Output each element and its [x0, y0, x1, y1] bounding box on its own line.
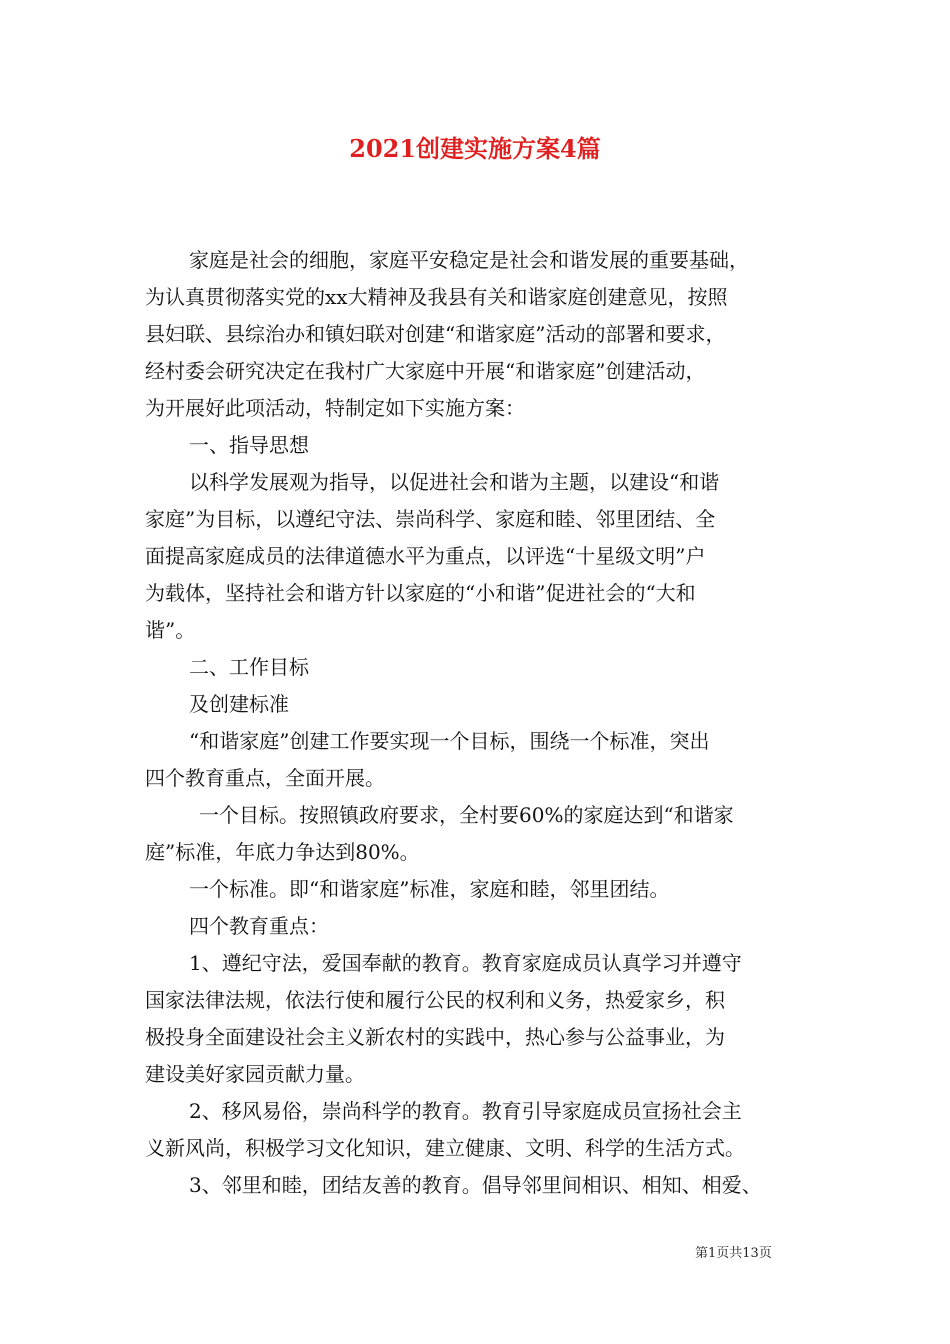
paragraph-line: 一个目标。按照镇政府要求，全村要60%的家庭达到“和谐家 [199, 803, 734, 827]
paragraph-line: 庭”标准，年底力争达到80%。 [145, 840, 420, 864]
document-title: 2021创建实施方案4篇 [349, 134, 601, 163]
paragraph-line: 以科学发展观为指导，以促进社会和谐为主题，以建设“和谐 [189, 470, 720, 494]
section-heading: 二、工作目标 [189, 655, 309, 679]
paragraph-line: 县妇联、县综治办和镇妇联对创建“和谐家庭”活动的部署和要求， [145, 322, 726, 346]
paragraph-line: 家庭是社会的细胞，家庭平安稳定是社会和谐发展的重要基础， [189, 248, 749, 272]
paragraph-line: 为载体，坚持社会和谐方针以家庭的“小和谐”促进社会的“大和 [145, 581, 696, 605]
section-heading: 及创建标准 [189, 692, 289, 716]
paragraph-line: 为开展好此项活动，特制定如下实施方案： [145, 396, 525, 420]
paragraph-line: 极投身全面建设社会主义新农村的实践中，热心参与公益事业，为 [145, 1025, 725, 1049]
paragraph-line: “和谐家庭”创建工作要实现一个目标，围绕一个标准，突出 [189, 729, 710, 753]
paragraph-line: 2、移风易俗，崇尚科学的教育。教育引导家庭成员宣扬社会主 [189, 1099, 742, 1123]
page-number: 第1页共13页 [695, 1246, 772, 1261]
paragraph-line: 四个教育重点，全面开展。 [145, 766, 385, 790]
document-body [145, 242, 825, 1204]
paragraph-line: 3、邻里和睦，团结友善的教育。倡导邻里间相识、相知、相爱、 [189, 1173, 762, 1197]
paragraph-line: 1、遵纪守法，爱国奉献的教育。教育家庭成员认真学习并遵守 [189, 951, 742, 975]
paragraph-line: 为认真贯彻落实党的xx大精神及我县有关和谐家庭创建意见，按照 [145, 285, 728, 309]
paragraph-line: 一个标准。即“和谐家庭”标准，家庭和睦，邻里团结。 [189, 877, 670, 901]
paragraph-line: 四个教育重点： [189, 914, 329, 938]
section-heading: 一、指导思想 [189, 433, 309, 457]
paragraph-line: 建设美好家园贡献力量。 [145, 1062, 365, 1086]
paragraph-line: 家庭”为目标，以遵纪守法、崇尚科学、家庭和睦、邻里团结、全 [145, 507, 716, 531]
paragraph-line: 国家法律法规，依法行使和履行公民的权利和义务，热爱家乡，积 [145, 988, 725, 1012]
paragraph-line: 面提高家庭成员的法律道德水平为重点，以评选“十星级文明”户 [145, 544, 706, 568]
paragraph-line: 谐”。 [145, 618, 196, 642]
paragraph-line: 经村委会研究决定在我村广大家庭中开展“和谐家庭”创建活动， [145, 359, 706, 383]
paragraph-line: 义新风尚，积极学习文化知识，建立健康、文明、科学的生活方式。 [145, 1136, 745, 1160]
